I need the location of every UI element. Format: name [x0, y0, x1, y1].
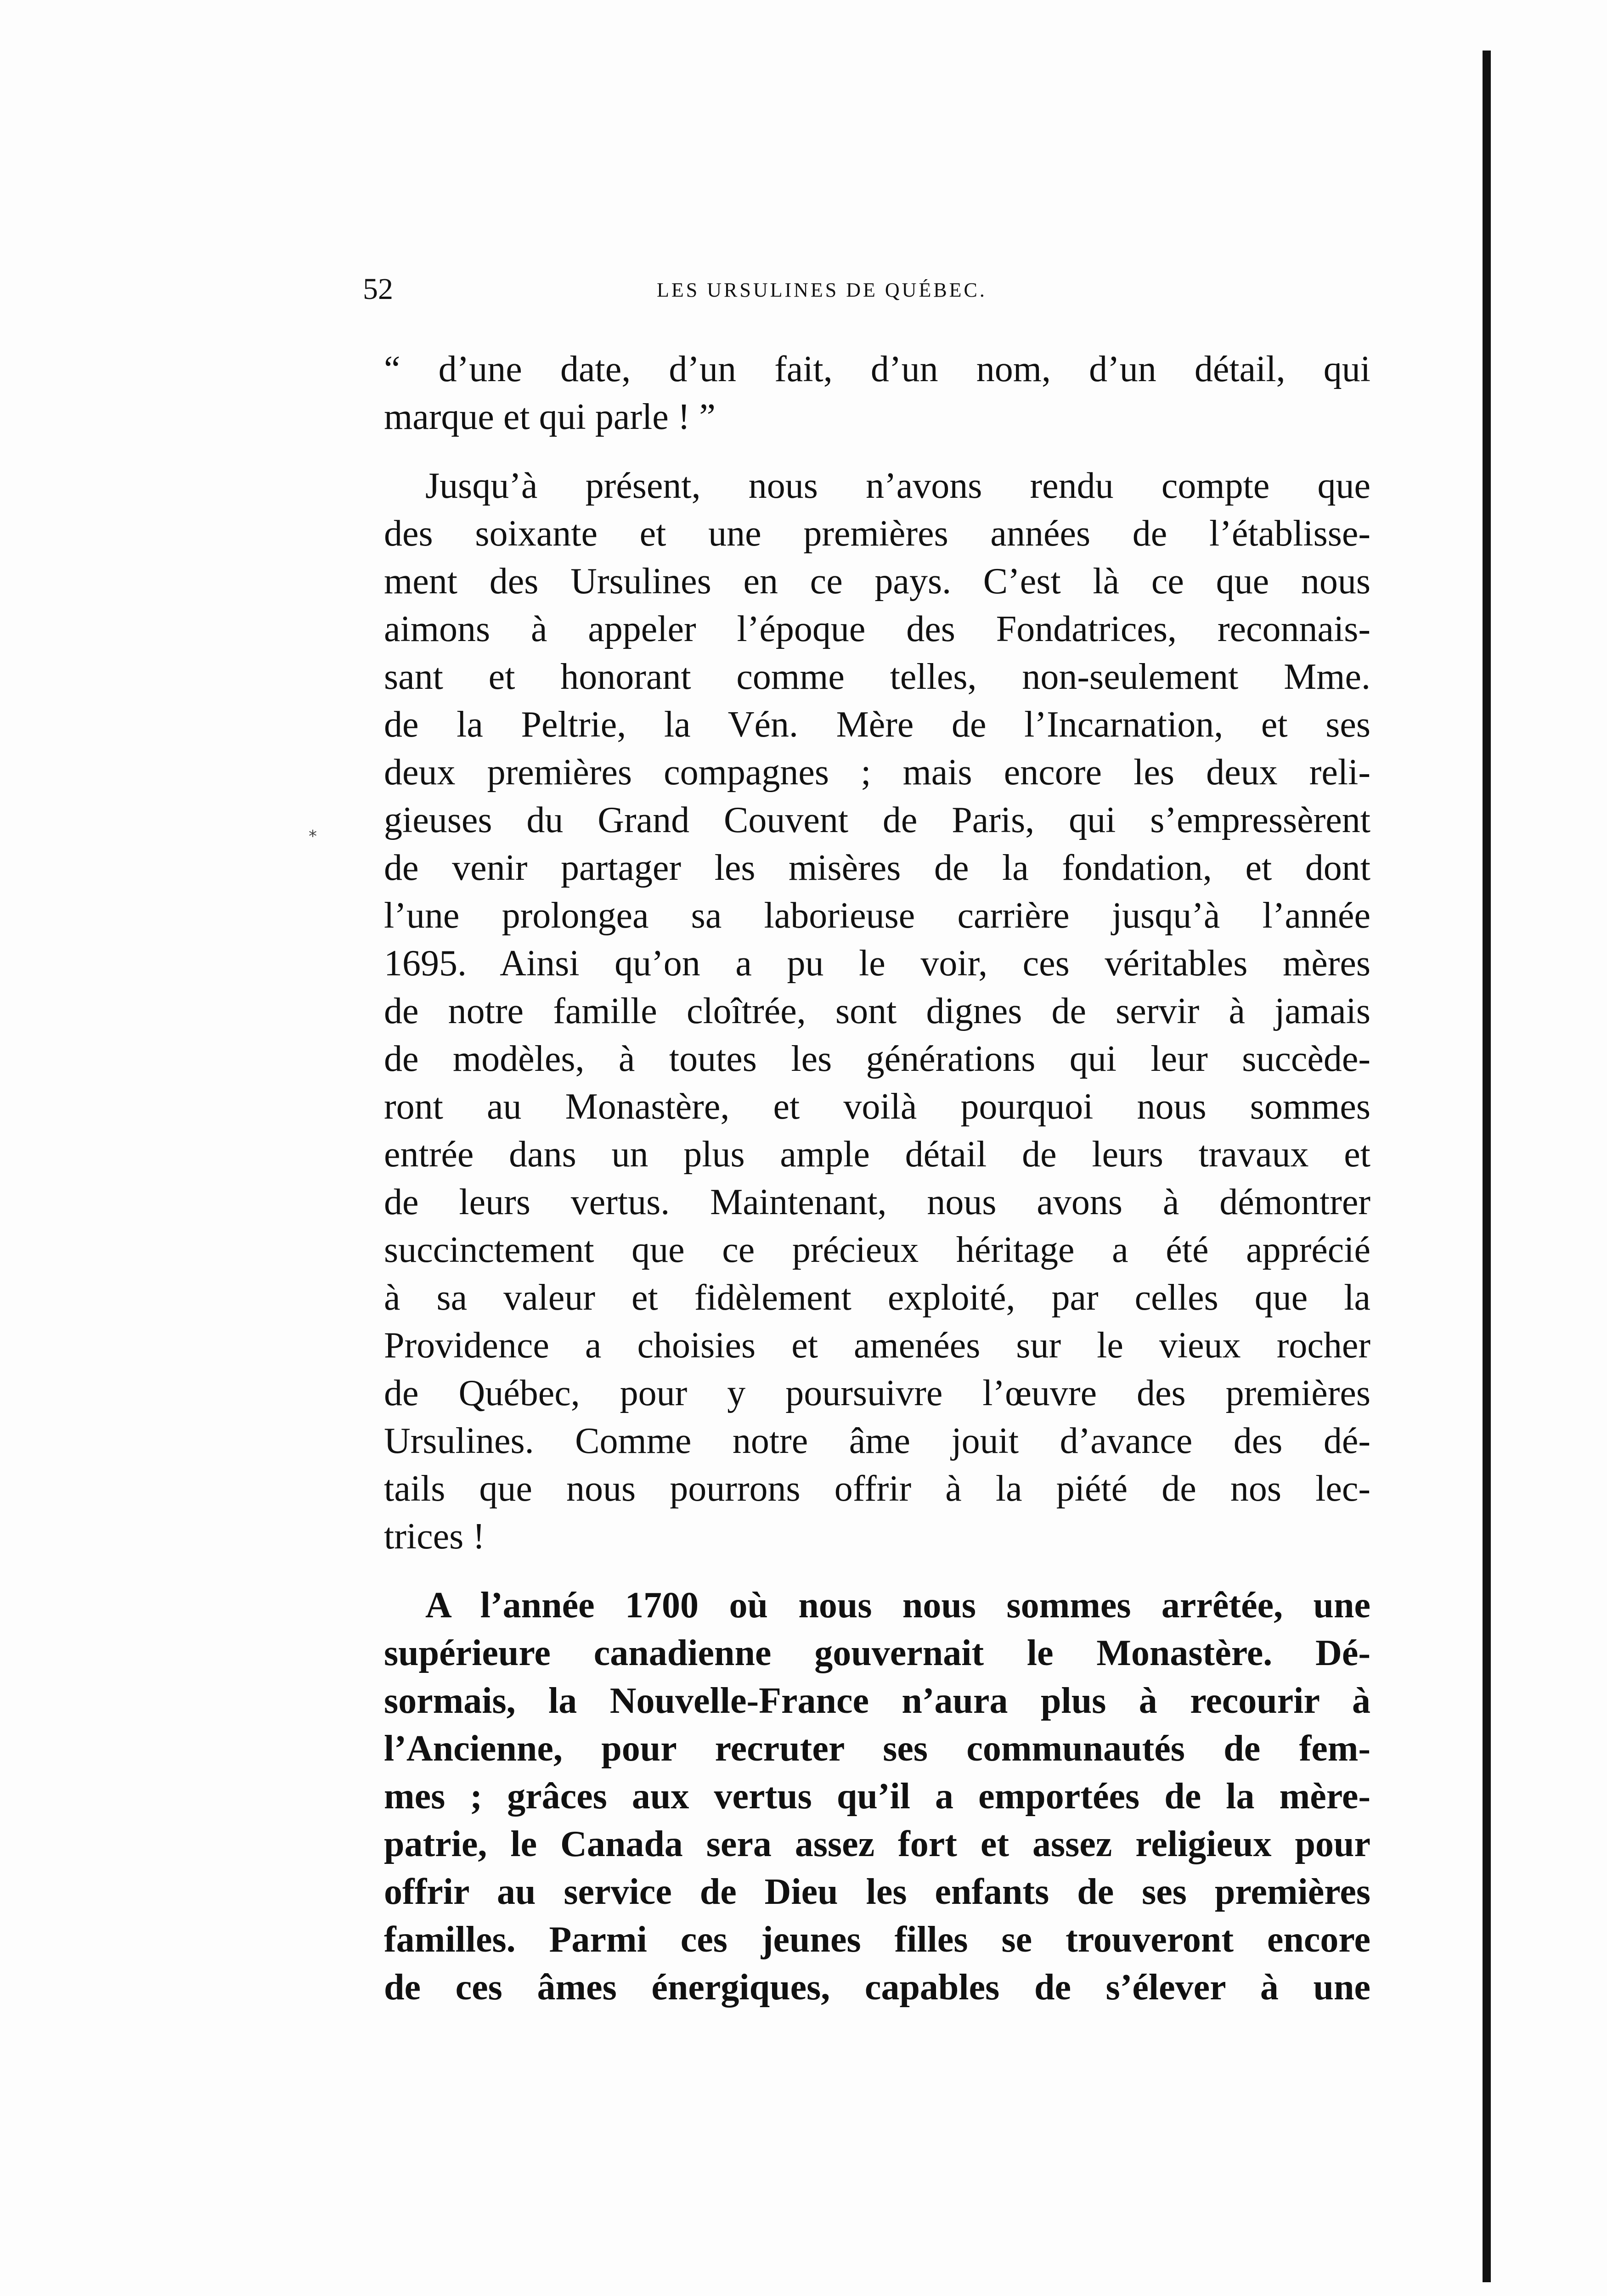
text-line: l’Ancienne, pour recruter ses communautés de fem-: [384, 1728, 1370, 1769]
text-line: “ d’une date, d’un fait, d’un nom, d’un détail, qui: [384, 349, 1370, 389]
text-line: à sa valeur et fidèlement exploité, par celles que la: [384, 1277, 1370, 1318]
text-line: tails que nous pourrons offrir à la piété de nos lec-: [384, 1469, 1370, 1509]
text-line: aimons à appeler l’époque des Fondatrices, reconnais-: [384, 609, 1370, 649]
text-line: de notre famille cloîtrée, sont dignes de servir à jamais: [384, 991, 1370, 1031]
text-line: l’une prolongea sa laborieuse carrière jusqu’à l’année: [384, 895, 1370, 936]
text-line: de Québec, pour y poursuivre l’œuvre des premières: [384, 1373, 1370, 1413]
running-title: LES URSULINES DE QUÉBEC.: [657, 279, 987, 301]
text-line: Ursulines. Comme notre âme jouit d’avance des dé-: [384, 1421, 1370, 1461]
page-number: 52: [363, 272, 393, 306]
text-line: Jusqu’à présent, nous n’avons rendu compte que: [425, 466, 1370, 506]
binding-edge: [1483, 51, 1491, 2282]
text-line: de ces âmes énergiques, capables de s’élever à une: [384, 1967, 1370, 2008]
margin-mark: ⁎: [309, 822, 317, 841]
text-line: mes ; grâces aux vertus qu’il a emportées de la mère-: [384, 1776, 1370, 1817]
body-text: [384, 345, 1370, 2011]
paragraph: [384, 462, 1370, 1560]
text-line: 1695. Ainsi qu’on a pu le voir, ces véritables mères: [384, 943, 1370, 984]
text-line: de la Peltrie, la Vén. Mère de l’Incarnation, et ses: [384, 704, 1370, 745]
text-line: des soixante et une premières années de l’établisse-: [384, 513, 1370, 554]
text-line: entrée dans un plus ample détail de leurs travaux et: [384, 1134, 1370, 1175]
text-line: gieuses du Grand Couvent de Paris, qui s’empressèrent: [384, 800, 1370, 840]
text-line: succinctement que ce précieux héritage a été apprécié: [384, 1230, 1370, 1270]
text-line: marque et qui parle ! ”: [384, 397, 716, 437]
text-line: patrie, le Canada sera assez fort et assez religieux pour: [384, 1824, 1370, 1864]
text-line: trices !: [384, 1516, 485, 1557]
text-line: de venir partager les misères de la fondation, et dont: [384, 848, 1370, 888]
page-header: [363, 271, 1364, 308]
text-line: deux premières compagnes ; mais encore les deux reli-: [384, 752, 1370, 793]
paragraph: [384, 1581, 1370, 2011]
text-line: sormais, la Nouvelle-France n’aura plus à recourir à: [384, 1681, 1370, 1721]
text-line: de leurs vertus. Maintenant, nous avons à démontrer: [384, 1182, 1370, 1222]
text-line: ment des Ursulines en ce pays. C’est là ce que nous: [384, 561, 1370, 602]
text-line: supérieure canadienne gouvernait le Monastère. Dé-: [384, 1633, 1370, 1673]
text-line: A l’année 1700 où nous nous sommes arrêtée, une: [425, 1585, 1370, 1626]
text-line: familles. Parmi ces jeunes filles se trouveront encore: [384, 1919, 1370, 1960]
text-line: Providence a choisies et amenées sur le vieux rocher: [384, 1325, 1370, 1366]
paragraph: [384, 345, 1370, 441]
text-line: sant et honorant comme telles, non-seulement Mme.: [384, 657, 1370, 697]
text-line: offrir au service de Dieu les enfants de ses premières: [384, 1872, 1370, 1912]
text-line: ront au Monastère, et voilà pourquoi nous sommes: [384, 1086, 1370, 1127]
text-line: de modèles, à toutes les générations qui leur succède-: [384, 1039, 1370, 1079]
